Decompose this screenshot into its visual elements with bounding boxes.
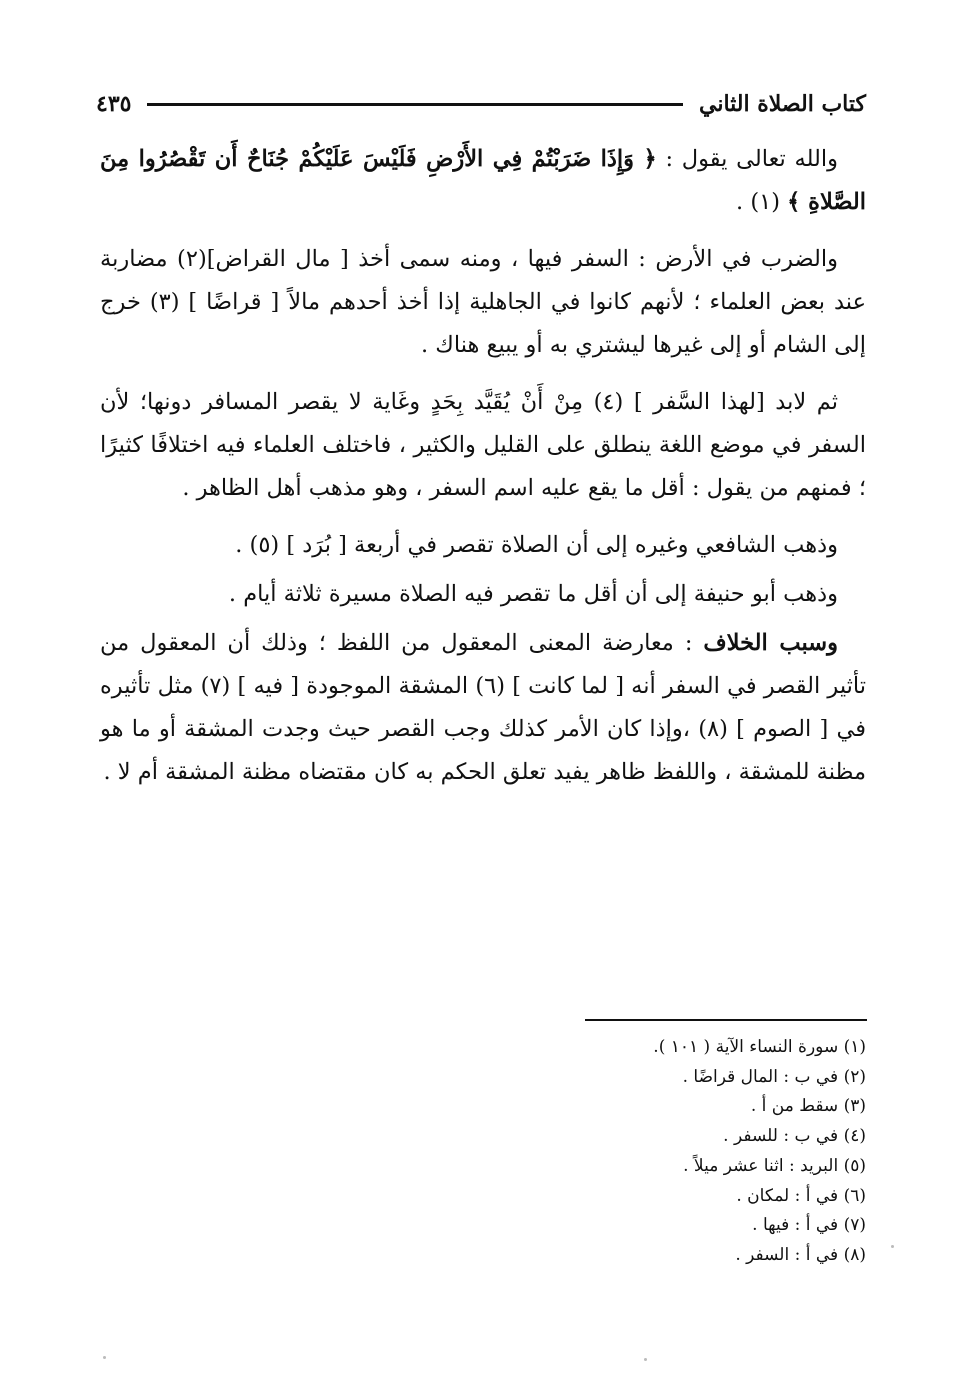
footnote-7: (٧) في أ : فيها .	[752, 1215, 866, 1236]
footnote-6: (٦) في أ : لمكان .	[736, 1185, 866, 1206]
footnote-4: (٤) في ب : للسفر .	[723, 1126, 866, 1147]
paragraph-4: وذهب الشافعي وغيره إلى أن الصلاة تقصر في أربعة [ بُرَد ] (٥) .	[235, 532, 838, 558]
footnote-8: (٨) في أ : السفر .	[735, 1244, 866, 1265]
paragraph-1	[100, 138, 866, 224]
page-number: ٤٣٥	[96, 91, 132, 117]
footnotes	[400, 1033, 866, 1271]
p6-lead: وسبب الخلاف	[703, 630, 838, 656]
footnote-2: (٢) في ب : المال قراضًا .	[682, 1066, 866, 1087]
quran-verse: ﴿ وَإِذَا ضَرَبْتُمْ فِي الأَرْضِ فَلَيْسَ عَلَيْكُمْ جُنَاحٌ أَن تَقْصُرُوا مِنَ الصَّلاةِ ﴾	[100, 146, 866, 215]
p1-intro: والله تعالى يقول :	[656, 146, 838, 172]
footnote-3: (٣) سقط من أ .	[750, 1096, 866, 1117]
scan-speck	[644, 1358, 647, 1361]
paragraph-2: والضرب في الأرض : السفر فيها ، ومنه سمى أخذ [ مال القراض](٢) مضاربة عند بعض العلماء ؛ لأنهم كانوا في الجاهلية إذا أخذ أحدهم مالاً [ قراضًا ] (٣) خرج إلى الشام أو إلى غيرها ليشتري به أو يبيع هناك .	[100, 246, 866, 358]
p1-tail: (١) .	[736, 189, 788, 215]
footnote-separator	[585, 1019, 867, 1021]
footnote-1: (١) سورة النساء الآية ( ١٠١ ).	[653, 1037, 866, 1057]
scan-speck	[891, 1245, 894, 1248]
p6-rest: : معارضة المعنى المعقول من اللفظ ؛ وذلك أن المعقول من تأثير القصر في السفر أنه [ لما كانت ] (٦) المشقة الموجودة [ فيه ] (٧) مثل تأثيره في [ الصوم ] (٨) ،وإذا كان الأمر كذلك وجب القصر حيث وجدت المشقة أو ما هو مظنة للمشقة ، واللفظ ظاهر يفيد تعلق الحكم به كان مقتضاه مظنة المشقة أم لا .	[100, 630, 867, 785]
scan-speck	[103, 1356, 106, 1359]
main-text	[100, 138, 866, 808]
header-rule	[147, 103, 683, 106]
paragraph-6	[100, 622, 866, 794]
running-header	[96, 84, 866, 124]
footnote-5: (٥) البريد : اثنا عشر ميلاً .	[683, 1155, 866, 1176]
paragraph-5: وذهب أبو حنيفة إلى أن أقل ما تقصر فيه الصلاة مسيرة ثلاثة أيام .	[228, 581, 838, 607]
header-title: كتاب الصلاة الثاني	[698, 91, 866, 117]
paragraph-3: ثم لابد [لهذا السَّفر ] (٤) مِنْ أَنْ يُقَيَّد بِحَدٍ وغَاية لا يقصر المسافر دونها؛ لأن السفر في موضع اللغة ينطلق على القليل والكثير ، فاختلف العلماء فيه اختلافًا كثيرًا ؛ فمنهم من يقول : أقل ما يقع عليه اسم السفر ، وهو مذهب أهل الظاهر .	[100, 389, 866, 501]
